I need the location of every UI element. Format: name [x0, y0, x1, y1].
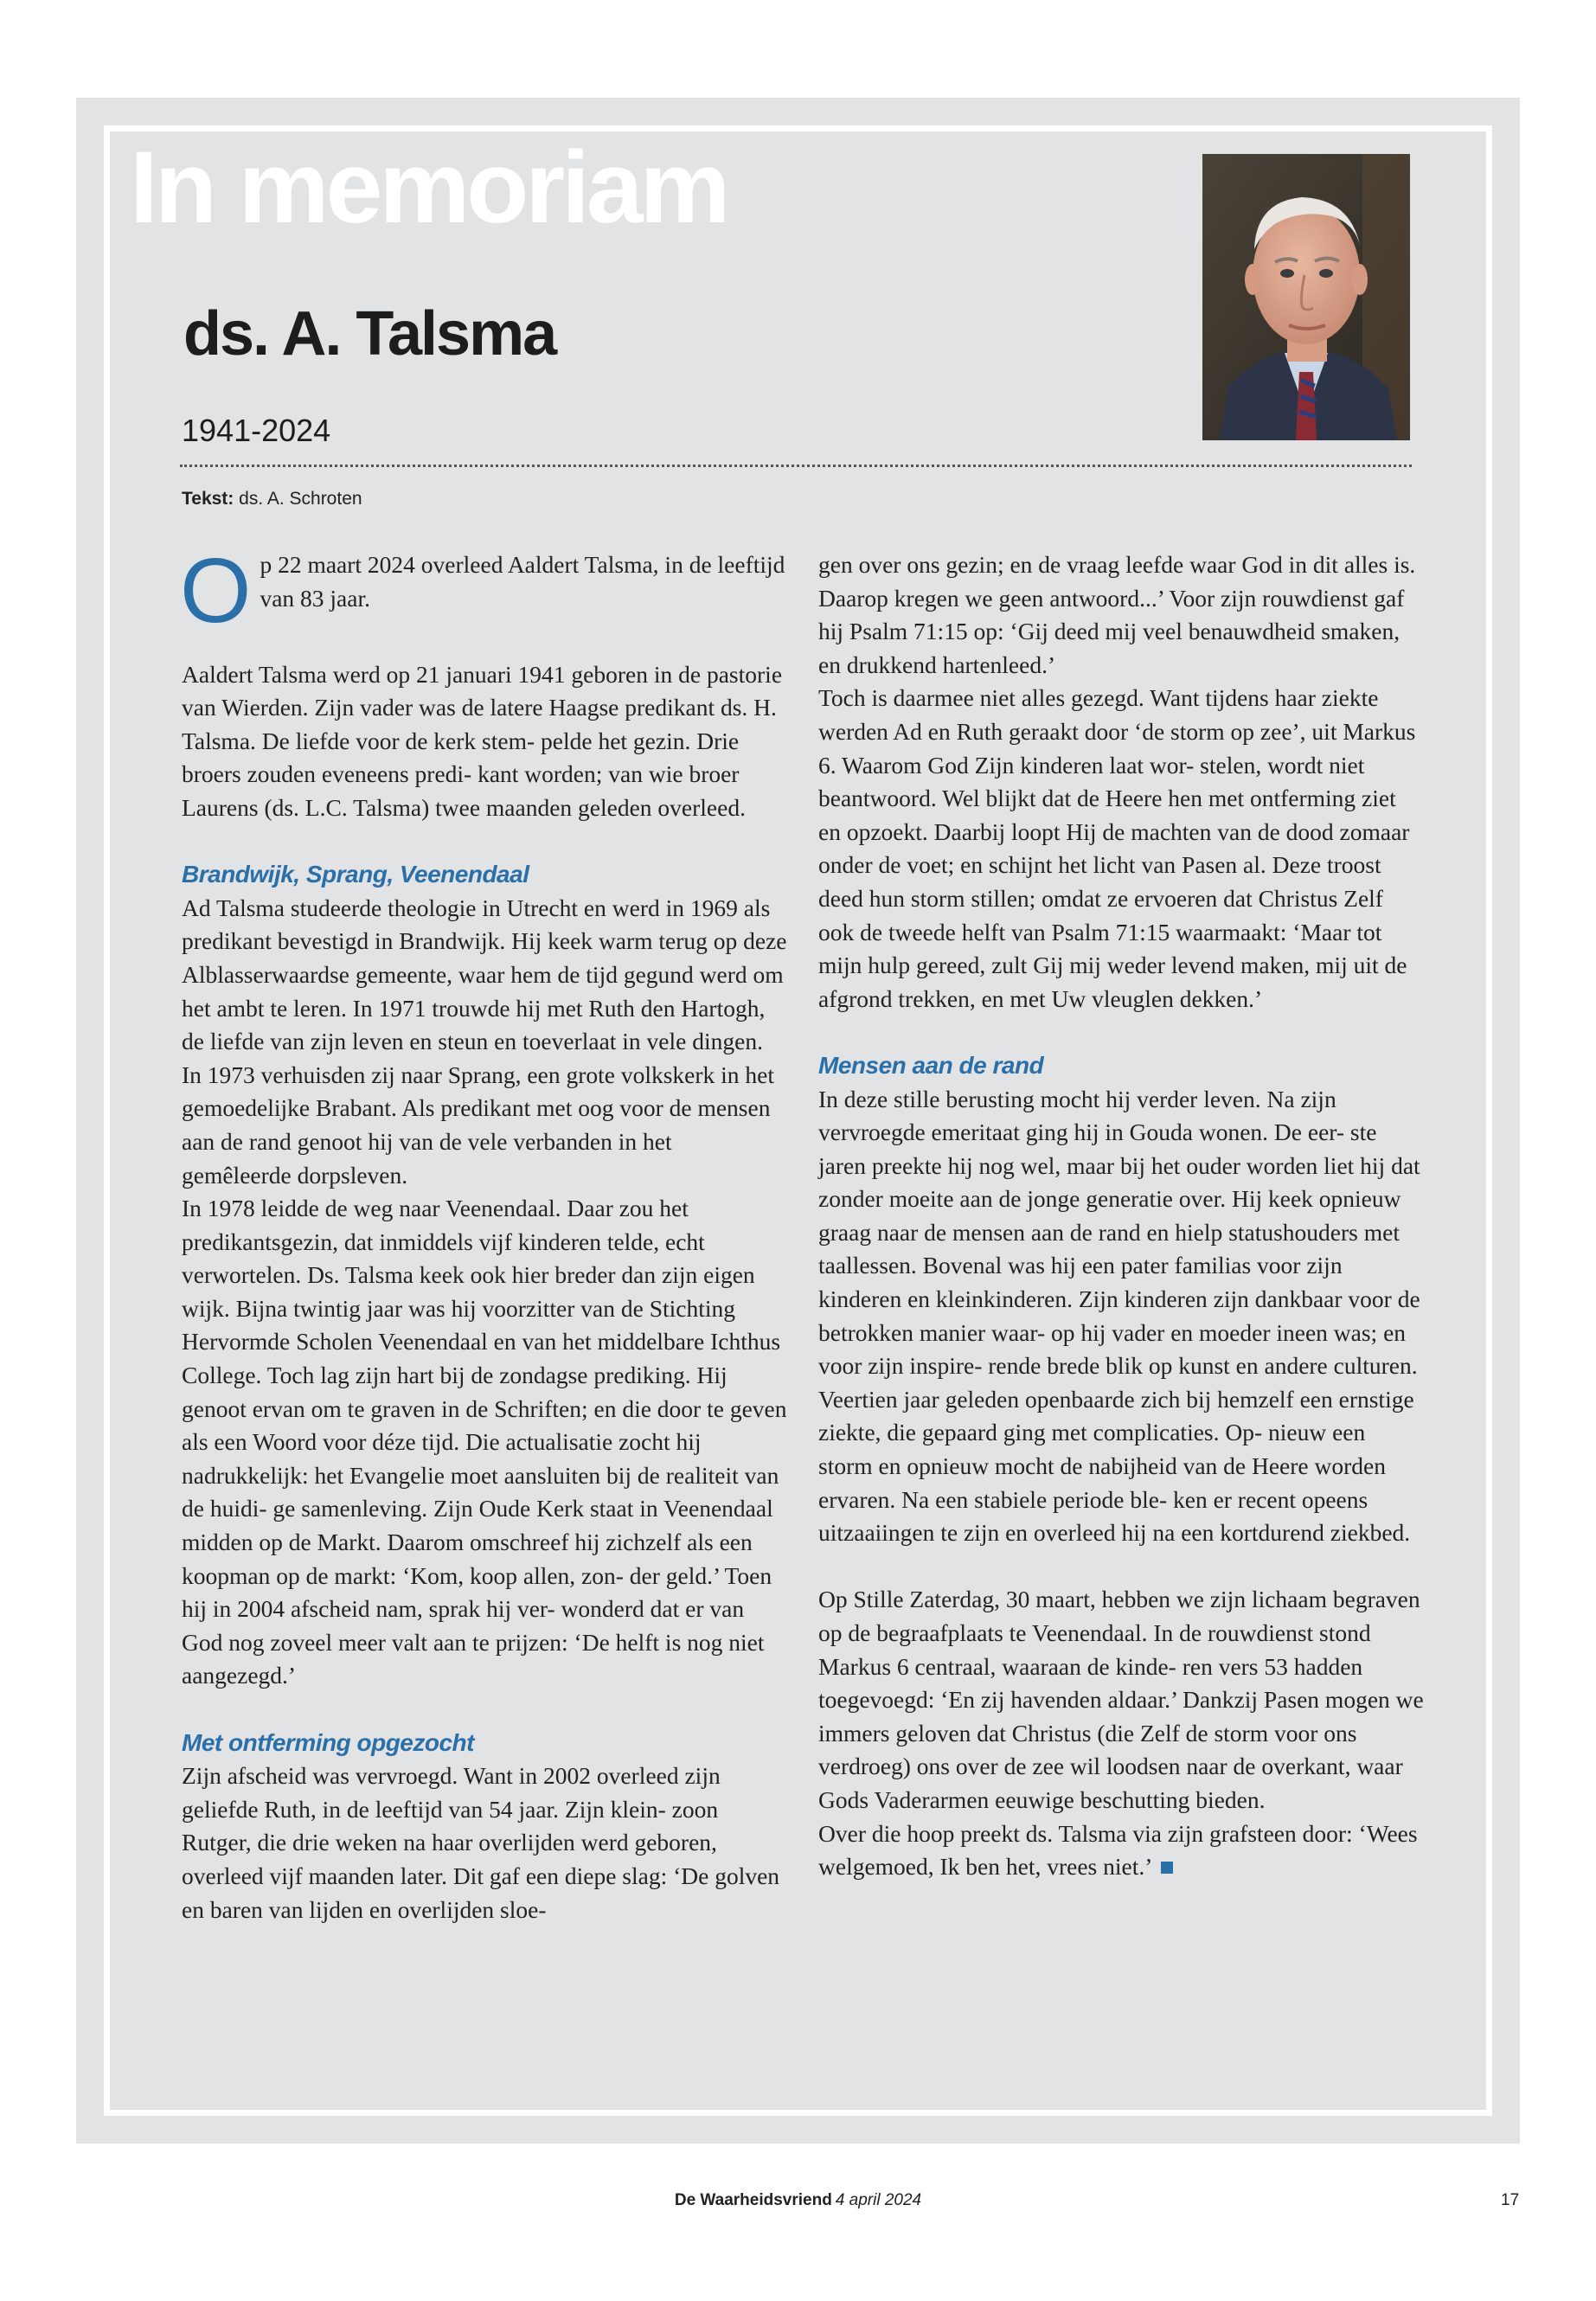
section-kicker: In memoriam [130, 131, 727, 245]
page-footer [0, 2191, 1596, 2210]
credit-label: Tekst: [182, 489, 234, 509]
subheading-mensen-aan-de-rand: Mensen aan de rand [818, 1051, 1044, 1079]
credit-author: ds. A. Schroten [239, 489, 362, 509]
article-column-left [180, 540, 787, 1926]
paragraph: Ad Talsma studeerde theologie in Utrecht en werd in 1969 als predikant bevestigd in Brandwijk. Hij keek warm terug op deze Alblasserwaardse gemeente, waar hem de tijd gegund werd om het ambt te leren. In 1971 trouwde hij met Ruth den Hartogh, de liefde van zijn leven en steun en toeverlaat in vele dingen. In 1973 verhuisden zij naar Sprang, een grote volkskerk in het gemoedelijke Brabant. Als predikant met oog voor de mensen aan de rand genoot hij van de vele verbanden in het gemêleerde dorpsleven. [182, 894, 787, 1189]
life-years: 1941-2024 [182, 413, 331, 448]
paragraph: Zijn afscheid was vervroegd. Want in 2002 overleed zijn geliefde Ruth, in de leeftijd van 54 jaar. Zijn klein- zoon Rutger, die drie weken na haar overlijden werd geboren, overleed vijf maanden later. Dit gaf een diepe slag: ‘De golven en baren van lijden en overlijden sloe- [182, 1762, 780, 1923]
subheading-ontferming: Met ontferming opgezocht [182, 1728, 474, 1756]
paragraph: gen over ons gezin; en de vraag leefde waar God in dit alles is. Daarop kregen we geen antwoord...’ Voor zijn rouwdienst gaf hij Psalm 71:15 op: ‘Gij deed mij veel benauwdheid smaken, en drukkend hartenleed.’ [818, 551, 1416, 678]
paragraph: Aaldert Talsma werd op 21 januari 1941 geboren in de pastorie van Wierden. Zijn vader was de latere Haagse predikant ds. H. Talsma. De liefde voor de kerk stem- pelde het gezin. Drie broers zouden eveneens predi- kant worden; van wie broer Laurens (ds. L.C. Talsma) twee maanden geleden overleed. [182, 660, 783, 821]
paragraph: In 1978 leidde de weg naar Veenendaal. Daar zou het predikantsgezin, dat inmiddels vijf kinderen telde, echt verwortelen. Ds. Talsma keek ook hier breder dan zijn eigen wijk. Bijna twintig jaar was hij voorzitter van de Stichting Hervormde Scholen Veenendaal en van het middelbare Ichthus College. Toch lag zijn hart bij de zondagse prediking. Hij genoot ervan om te graven in de Schriften; en die door te geven als een Woord voor déze tijd. Die actualisatie zocht hij nadrukkelijk: het Evangelie moet aansluiten bij de realiteit van de huidi- ge samenleving. Zijn Oude Kerk staat in Veenendaal midden op de Markt. Daarom omschreef hij zichzelf als een koopman op de markt: ‘Kom, koop allen, zon- der geld.’ Toen hij in 2004 afscheid nam, sprak hij ver- wonderd dat er van God nog zoveel meer valt aan te prijzen: ‘De helft is nog niet aangezegd.’ [182, 1195, 787, 1689]
intro-text: p 22 maart 2024 overleed Aaldert Talsma, in de leeftijd van 83 jaar. [260, 551, 785, 612]
header-divider [180, 465, 1412, 467]
paragraph: In deze stille berusting mocht hij verder leven. Na zijn vervroegde emeritaat ging hij in Gouda wonen. De eer- ste jaren preekte hij nog wel, maar bij het ouder worden liet hij dat zonder moeite aan de jonge generatie over. Hij keek opnieuw graag naar de mensen aan de rand en hielp statushouders met taallessen. Bovenal was hij een pater familias voor zijn kinderen en kleinkinderen. Zijn kinderen zijn dankbaar voor de betrokken manier waar- op hij vader en moeder ineen was; en voor zijn inspire- rende brede blik op kunst en andere culturen. [818, 1085, 1420, 1380]
paragraph: Veertien jaar geleden openbaarde zich bij hemzelf een ernstige ziekte, die gepaard ging met complicaties. Op- nieuw een storm en opnieuw mocht de nabijheid van de Heere worden ervaren. Na een stabiele periode ble- ken er recent opeens uitzaaiingen te zijn en overleed hij na een kortdurend ziekbed. [818, 1385, 1414, 1547]
end-mark-icon [1161, 1862, 1173, 1874]
paragraph: Op Stille Zaterdag, 30 maart, hebben we zijn lichaam begraven op de begraafplaats te Veenendaal. In de rouwdienst stond Markus 6 centraal, waaraan de kinde- ren vers 53 hadden toegevoegd: ‘En zij havenden aldaar.’ Dankzij Pasen mogen we immers geloven dat Christus (die Zelf de storm voor ons verdroeg) ons over de zee wil loodsen naar de overkant, waar Gods Vaderarmen eeuwige beschutting bieden. [818, 1586, 1424, 1813]
page-number: 17 [1501, 2191, 1520, 2209]
subheading-brandwijk: Brandwijk, Sprang, Veenendaal [182, 861, 529, 888]
author-credit [182, 489, 362, 510]
article-title: ds. A. Talsma [183, 299, 556, 369]
article-column-right [818, 548, 1424, 1884]
portrait-photo [1202, 154, 1410, 440]
closing-paragraph [818, 1817, 1424, 1884]
publication-name: De Waarheidsvriend [674, 2191, 832, 2209]
issue-date: 4 april 2024 [835, 2191, 922, 2209]
intro-paragraph [180, 540, 787, 642]
paragraph: Toch is daarmee niet alles gezegd. Want tijdens haar ziekte werden Ad en Ruth geraakt door ‘de storm op zee’, uit Markus 6. Waarom God Zijn kinderen laat wor- stelen, wordt niet beantwoord. Wel blijkt dat de Heere hen met ontferming ziet en opzoekt. Daarbij loopt Hij de machten van de dood zomaar onder de voet; en schijnt het licht van Pasen al. Deze troost deed hun storm stillen; omdat ze ervoeren dat Christus Zelf ook de tweede helft van Psalm 71:15 waarmaakt: ‘Maar tot mijn hulp gereed, zult Gij mij weder levend maken, mij uit de afgrond trekken, en met Uw vleuglen dekken.’ [818, 684, 1416, 1012]
closing-text: Over die hoop preekt ds. Talsma via zijn grafsteen door: ‘Wees welgemoed, Ik ben het, vrees niet.’ [818, 1819, 1418, 1881]
drop-cap: O [180, 540, 252, 642]
